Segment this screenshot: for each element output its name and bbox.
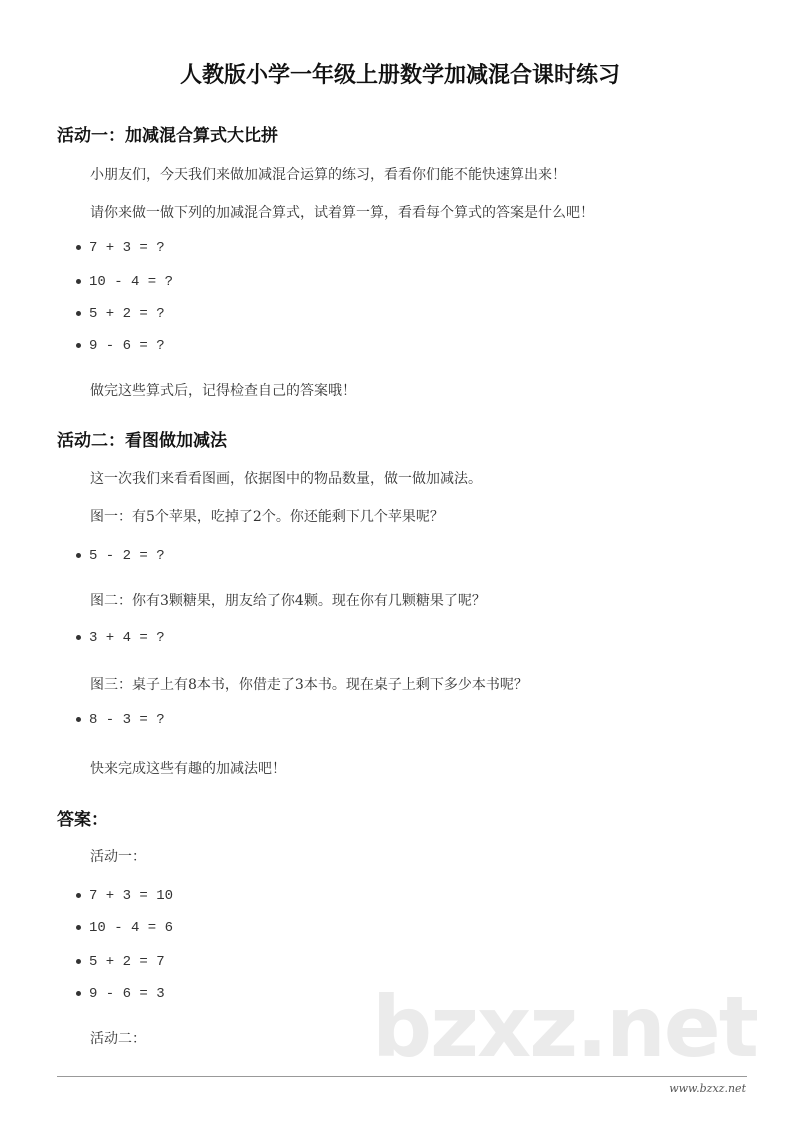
footer-url: www.bzxz.net <box>669 1082 746 1095</box>
bullet-icon <box>76 343 81 348</box>
paragraph: 图二：你有3颗糖果，朋友给了你4颗。现在你有几颗糖果了呢？ <box>90 593 486 609</box>
answer: 10 - 4 = 6 <box>89 920 174 936</box>
equation: 5 + 2 = ? <box>89 306 165 322</box>
paragraph: 请你来做一做下列的加减混合算式，试着算一算，看看每个算式的答案是什么吧！ <box>90 205 594 221</box>
bullet-icon <box>76 245 81 250</box>
page-title: 人教版小学一年级上册数学加减混合课时练习 <box>179 62 620 88</box>
equation: 5 - 2 = ? <box>89 548 165 564</box>
bullet-icon <box>76 635 81 640</box>
equation: 3 + 4 = ? <box>89 630 165 646</box>
list-item <box>76 339 165 353</box>
answer: 7 + 3 = 10 <box>89 888 174 904</box>
footer-divider <box>57 1076 747 1077</box>
equation: 7 + 3 = ? <box>89 240 165 256</box>
answers-activity2-label: 活动二： <box>90 1031 146 1047</box>
bullet-icon <box>76 893 81 898</box>
paragraph: 图一：有5个苹果，吃掉了2个。你还能剩下几个苹果呢？ <box>90 509 444 525</box>
equation: 9 - 6 = ? <box>89 338 165 354</box>
list-item <box>76 549 165 563</box>
equation: 10 - 4 = ? <box>89 274 174 290</box>
list-item <box>76 307 165 321</box>
equation: 8 - 3 = ? <box>89 712 165 728</box>
list-item <box>76 987 165 1001</box>
bullet-icon <box>76 553 81 558</box>
list-item <box>76 275 173 289</box>
answer: 9 - 6 = 3 <box>89 986 165 1002</box>
activity1-heading: 活动一：加减混合算式大比拼 <box>57 126 278 146</box>
watermark: bzxz.net <box>372 978 757 1076</box>
list-item <box>76 713 165 727</box>
paragraph: 小朋友们，今天我们来做加减混合运算的练习，看看你们能不能快速算出来！ <box>90 167 566 183</box>
list-item <box>76 889 173 903</box>
bullet-icon <box>76 991 81 996</box>
activity2-heading: 活动二：看图做加减法 <box>57 431 227 451</box>
paragraph: 图三：桌子上有8本书，你借走了3本书。现在桌子上剩下多少本书呢？ <box>90 677 528 693</box>
bullet-icon <box>76 959 81 964</box>
list-item <box>76 955 165 969</box>
list-item <box>76 921 173 935</box>
paragraph: 快来完成这些有趣的加减法吧！ <box>90 761 286 777</box>
bullet-icon <box>76 311 81 316</box>
bullet-icon <box>76 925 81 930</box>
answer: 5 + 2 = 7 <box>89 954 165 970</box>
answers-activity1-label: 活动一： <box>90 849 146 865</box>
paragraph: 做完这些算式后，记得检查自己的答案哦！ <box>90 383 356 399</box>
answers-heading: 答案： <box>57 810 108 830</box>
paragraph: 这一次我们来看看图画，依据图中的物品数量，做一做加减法。 <box>90 471 482 487</box>
bullet-icon <box>76 717 81 722</box>
list-item <box>76 631 165 645</box>
bullet-icon <box>76 279 81 284</box>
list-item <box>76 241 165 255</box>
